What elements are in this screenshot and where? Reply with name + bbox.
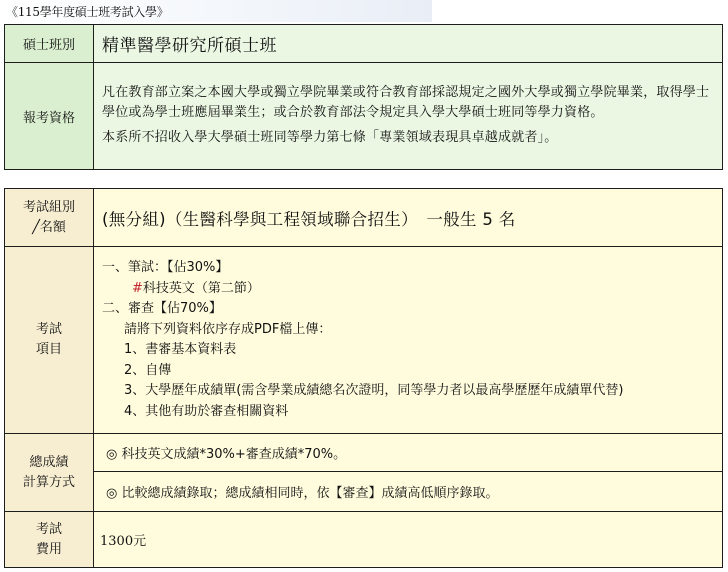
qualification-content bbox=[94, 63, 723, 170]
written-exam-subject bbox=[102, 279, 714, 300]
score-formula-row bbox=[5, 434, 723, 472]
document-title: 《115學年度碩士班考試入學》 bbox=[6, 5, 169, 19]
score-tiebreak-rule: ◎ 比較總成績錄取；總成績相同時，依【審查】成績高低順序錄取。 bbox=[94, 472, 723, 512]
qualification-label: 報考資格 bbox=[5, 63, 94, 170]
fee-label-line: 費用 bbox=[35, 541, 62, 557]
group-row bbox=[5, 189, 723, 247]
program-value: 精準醫學研究所碩士班 bbox=[94, 25, 723, 63]
review-list-item: 4、其他有助於審查相關資料 bbox=[124, 403, 289, 419]
review-heading: 二、審查【佔70%】 bbox=[102, 301, 222, 316]
qualification-row bbox=[5, 63, 723, 170]
written-subject-text: 科技英文（第二節） bbox=[142, 280, 260, 296]
score-label-line: 總成績 bbox=[29, 454, 69, 470]
items-label bbox=[5, 247, 94, 434]
fee-value: 1300元 bbox=[94, 512, 723, 568]
items-label-line: 考試 bbox=[35, 322, 62, 337]
written-exam-heading: 一、筆試：【佔30%】 bbox=[102, 260, 229, 275]
items-label-line: 項目 bbox=[35, 342, 62, 357]
score-formula: ◎ 科技英文成績*30%+審查成績*70%。 bbox=[94, 434, 723, 472]
fee-row bbox=[5, 512, 723, 568]
qualification-paragraph: 本系所不招收入學大學碩士班同等學力第七條「專業領域表現具卓越成就者」。 bbox=[102, 130, 558, 145]
qualification-paragraph: 凡在教育部立案之本國大學或獨立學院畢業或符合教育部採認規定之國外大學或獨立學院畢業，取得學士學位或為學士班應屆畢業生；或合於教育部法令規定具入學大學碩士班同等學力資格。 bbox=[102, 85, 710, 120]
review-instruction: 請將下列資料依序存成PDF檔上傳： bbox=[124, 321, 332, 337]
items-row bbox=[5, 247, 723, 434]
score-label bbox=[5, 434, 94, 512]
fee-label bbox=[5, 512, 94, 568]
group-value: (無分組)（生醫科學與工程領域聯合招生） 一般生 5 名 bbox=[94, 189, 723, 247]
program-label: 碩士班別 bbox=[5, 25, 94, 63]
group-label bbox=[5, 189, 94, 247]
review-list-item: 1、書審基本資料表 bbox=[124, 342, 237, 357]
score-label-line: 計算方式 bbox=[22, 474, 75, 490]
exam-info-table bbox=[4, 188, 723, 568]
program-row bbox=[5, 25, 723, 63]
group-label-line: 考試組別 bbox=[22, 199, 75, 215]
score-tiebreak-row bbox=[5, 472, 723, 512]
group-label-line: ╱名額 bbox=[32, 219, 66, 235]
review-list-item: 3、大學歷年成績單(需含學業成績總名次證明，同等學力者以最高學歷歷年成績單代替) bbox=[124, 383, 624, 398]
program-info-table bbox=[4, 24, 723, 170]
review-list-item: 2、自傳 bbox=[124, 362, 172, 378]
fee-label-line: 考試 bbox=[35, 521, 62, 537]
exam-items-content bbox=[94, 247, 723, 434]
hash-mark: # bbox=[132, 280, 143, 296]
